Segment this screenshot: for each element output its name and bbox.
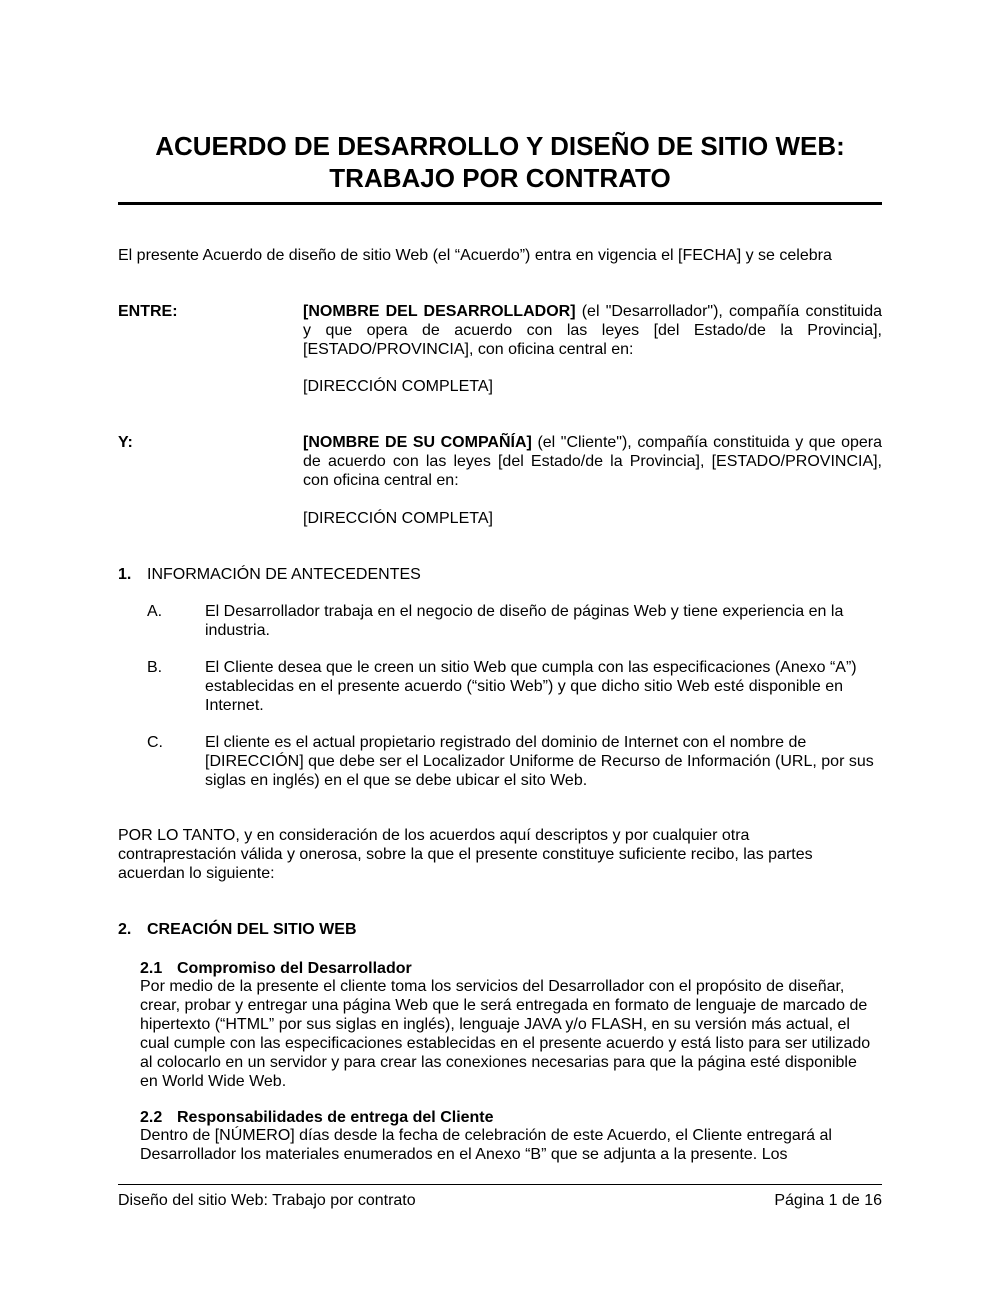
- developer-address: [DIRECCIÓN COMPLETA]: [303, 378, 493, 395]
- item-a-letter: A.: [147, 603, 163, 620]
- subsection-2-2-number: 2.2: [140, 1109, 163, 1126]
- developer-description: (el "Desarrollador"), compañía constituida y que opera de acuerdo con las leyes [del Estado/de la Provincia], [ESTADO/PROVINCIA], con oficina central en:: [303, 303, 883, 358]
- item-b-letter: B.: [147, 659, 163, 676]
- client-address: [DIRECCIÓN COMPLETA]: [303, 510, 493, 527]
- subsection-2-1-number: 2.1: [140, 960, 163, 977]
- party-label-and: Y:: [118, 434, 133, 451]
- whereas-paragraph: POR LO TANTO, y en consideración de los acuerdos aquí descriptos y por cualquier otra contraprestación válida y onerosa, sobre la que el presente constituye suficiente recibo, las partes acuerdan lo siguiente:: [118, 827, 813, 882]
- client-name: [NOMBRE DE SU COMPAÑÍA]: [303, 434, 532, 451]
- footer-divider: [118, 1184, 882, 1185]
- title-divider: [118, 202, 882, 205]
- subsection-2-2-heading: Responsabilidades de entrega del Cliente: [177, 1109, 494, 1126]
- party-developer: [303, 302, 882, 359]
- section-1-heading: INFORMACIÓN DE ANTECEDENTES: [147, 566, 421, 583]
- title-line-1: ACUERDO DE DESARROLLO Y DISEÑO DE SITIO WEB:: [155, 131, 845, 161]
- item-b-text: El Cliente desea que le creen un sitio Web que cumpla con las especificaciones (Anexo “A”) establecidas en el presente acuerdo (“sitio Web”) y que dicho sitio Web esté disponible en Internet.: [205, 659, 857, 714]
- subsection-2-1-heading: Compromiso del Desarrollador: [177, 960, 412, 977]
- item-a-text: El Desarrollador trabaja en el negocio de diseño de páginas Web y tiene experiencia en la industria.: [205, 603, 844, 639]
- developer-name: [NOMBRE DEL DESARROLLADOR]: [303, 303, 576, 320]
- document-title: [118, 130, 882, 194]
- subsection-2-1-text: Por medio de la presente el cliente toma los servicios del Desarrollador con el propósito de diseñar, crear, probar y entregar una página Web que le será entregada en formato de lenguaje de marcado de hipertexto (“HTML” por sus siglas en inglés), lenguaje JAVA y/o FLASH, en su versión más actual, el cual cumple con las especificaciones establecidas en el presente acuerdo y está listo para ser utilizado al colocarlo en un servidor y para crear las conexiones necesarias para que la página esté disponible en World Wide Web.: [140, 978, 871, 1090]
- section-1-number: 1.: [118, 566, 132, 583]
- item-c-text: El cliente es el actual propietario registrado del dominio de Internet con el nombre de [DIRECCIÓN] que debe ser el Localizador Uniforme de Recurso de Información (URL, por sus siglas en inglés) en el que se debe ubicar el sito Web.: [205, 734, 874, 789]
- intro-paragraph: El presente Acuerdo de diseño de sitio Web (el “Acuerdo”) entra en vigencia el [FECHA] y se celebra: [118, 247, 832, 264]
- section-2-heading: CREACIÓN DEL SITIO WEB: [147, 921, 357, 938]
- item-c-letter: C.: [147, 734, 163, 751]
- client-description: (el "Cliente"), compañía constituida y que opera de acuerdo con las leyes [del Estado/de la Provincia], [ESTADO/PROVINCIA], con oficina central en:: [303, 434, 882, 489]
- title-line-2: TRABAJO POR CONTRATO: [329, 163, 671, 193]
- section-2-number: 2.: [118, 921, 132, 938]
- footer-page-number: Página 1 de 16: [774, 1192, 882, 1209]
- footer-document-name: Diseño del sitio Web: Trabajo por contrato: [118, 1192, 416, 1209]
- party-client: [303, 433, 882, 490]
- party-label-between: ENTRE:: [118, 303, 178, 320]
- subsection-2-2-text: Dentro de [NÚMERO] días desde la fecha de celebración de este Acuerdo, el Cliente entregará al Desarrollador los materiales enumerados en el Anexo “B” que se adjunta a la presente. Los: [140, 1127, 832, 1163]
